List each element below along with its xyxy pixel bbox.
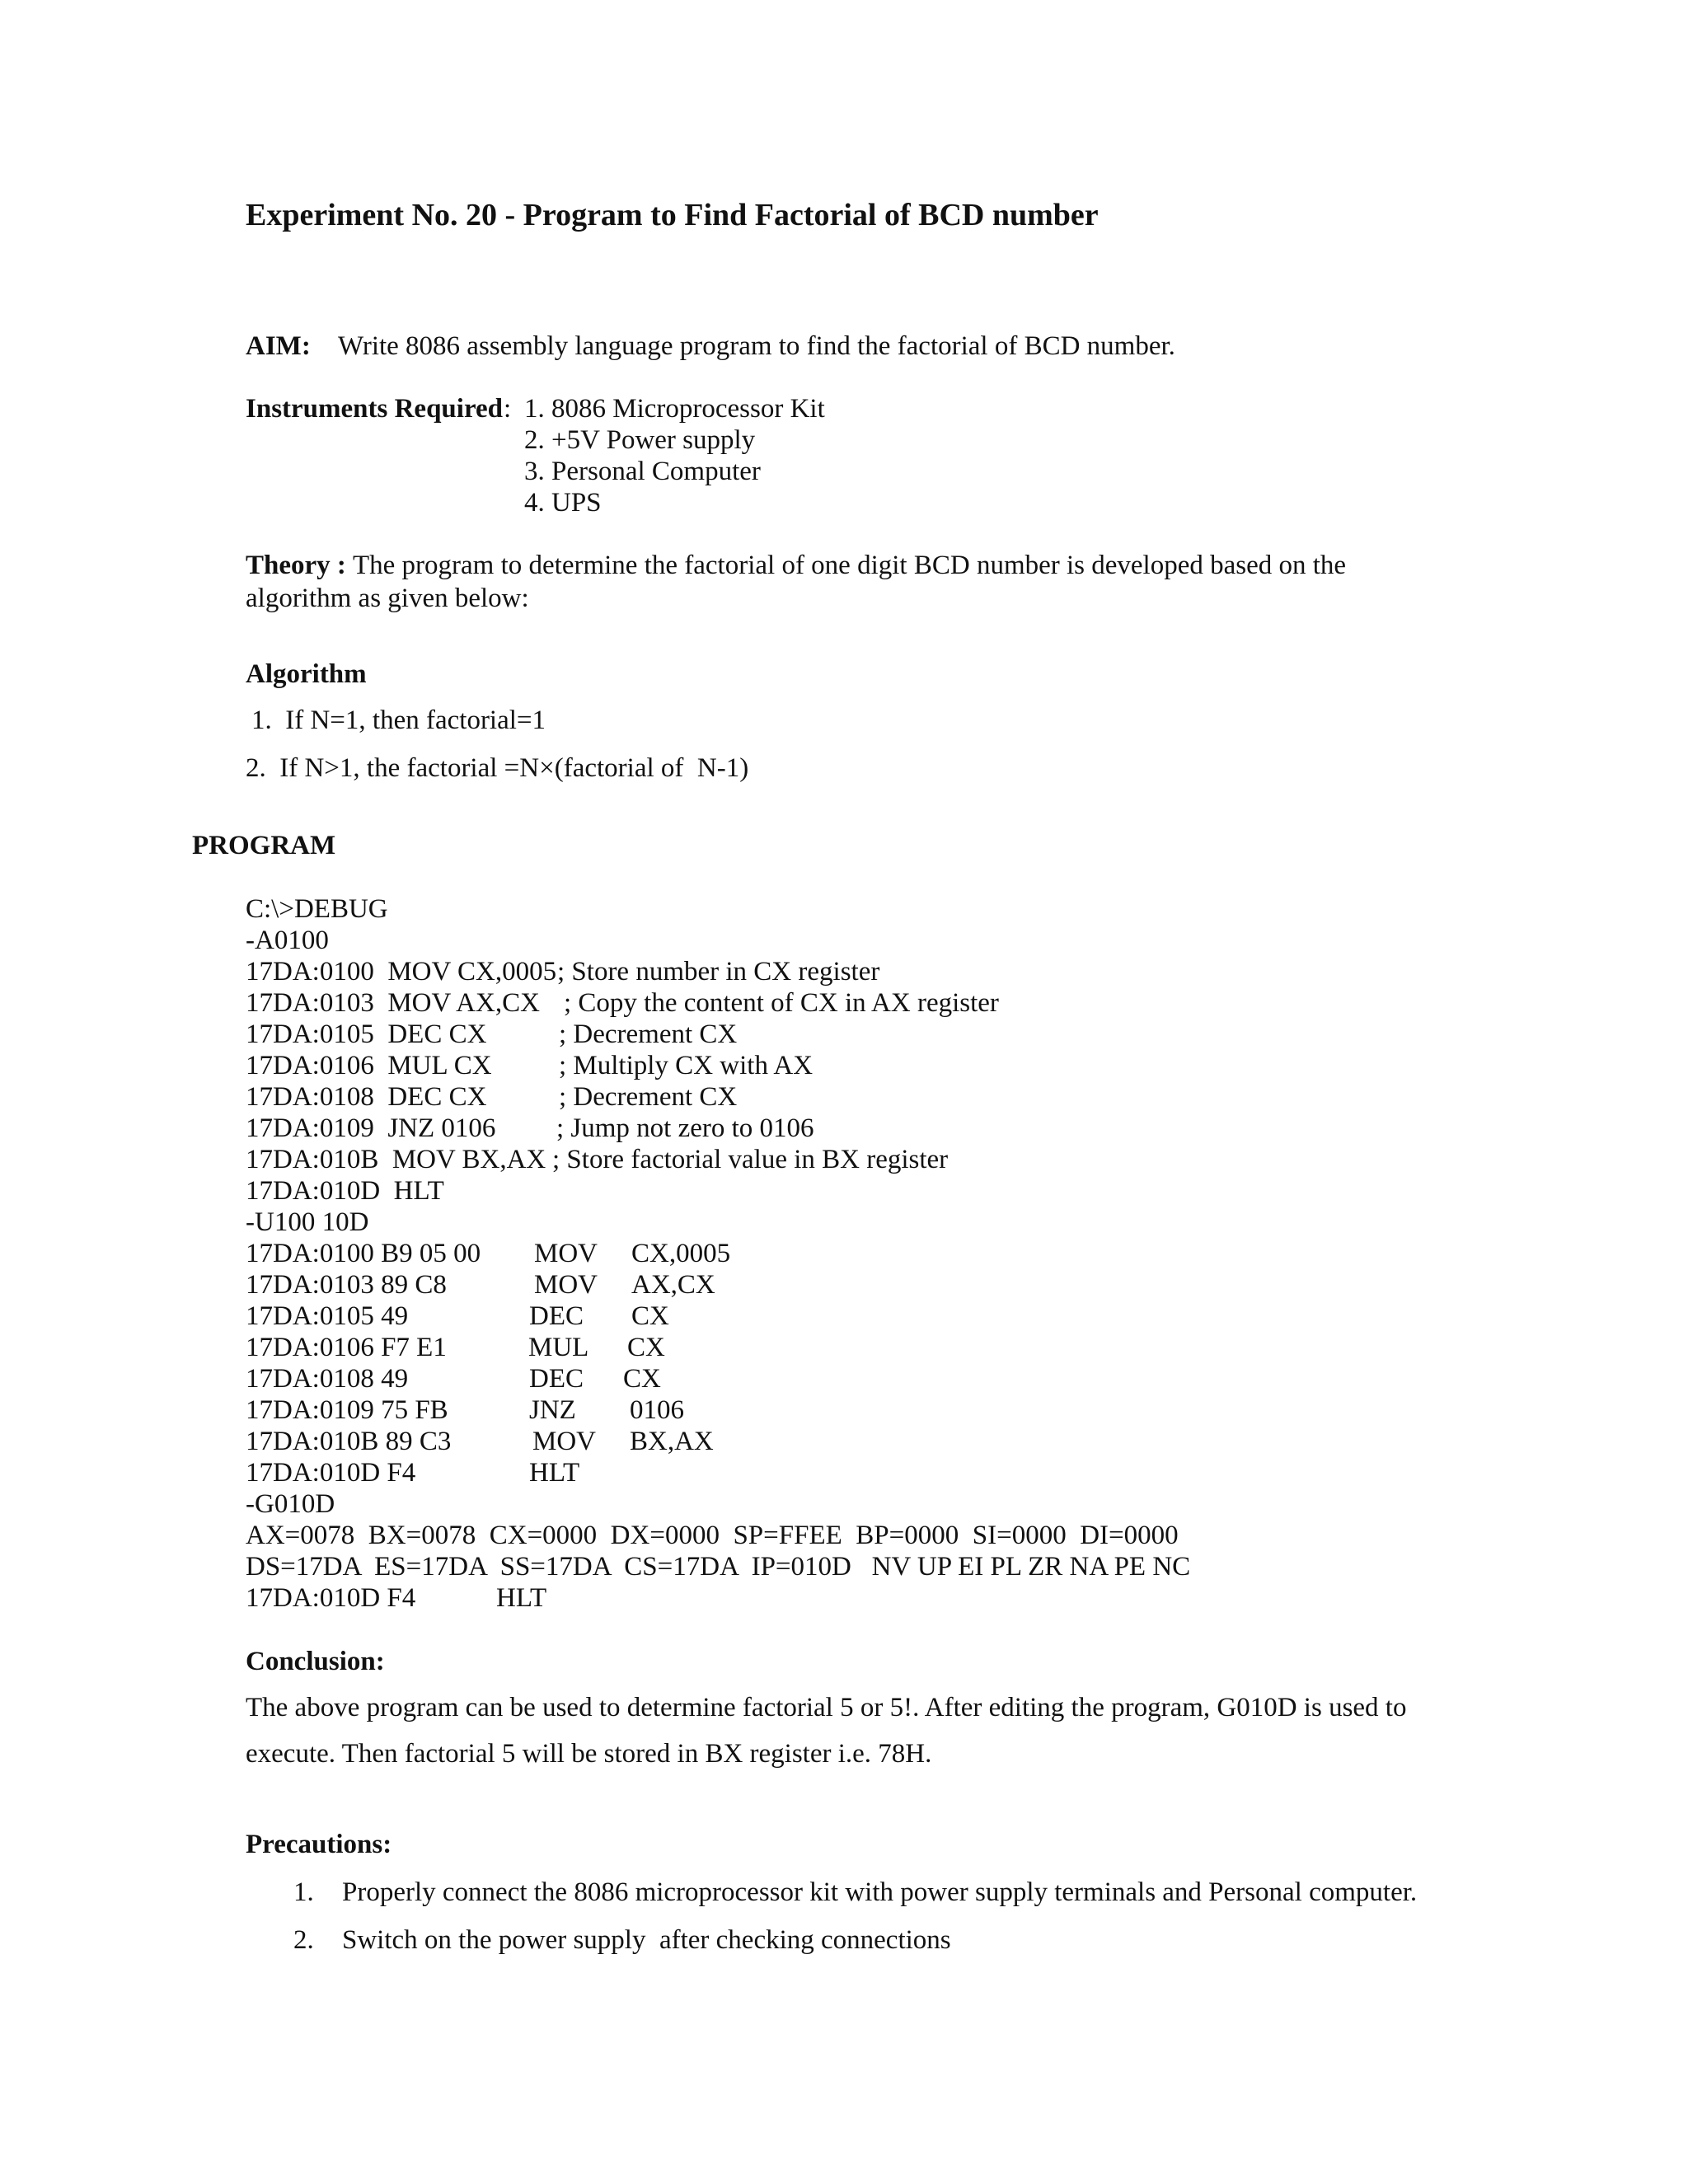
listing-mnemonic: HLT: [496, 1583, 547, 1613]
instrument-item: 2. +5V Power supply: [524, 425, 756, 455]
listing-code: 17DA:010D F4: [246, 1583, 416, 1613]
conclusion-heading: Conclusion:: [246, 1647, 385, 1676]
algorithm-step: 1. If N=1, then factorial=1: [251, 705, 546, 735]
source-line: 17DA:0109 JNZ 0106: [246, 1113, 496, 1143]
program-line: -A0100: [246, 926, 329, 955]
listing-operand: AX,CX: [631, 1270, 715, 1300]
listing-code: 17DA:0106 F7 E1: [246, 1333, 447, 1362]
program-line: -U100 10D: [246, 1207, 369, 1237]
source-comment: ; Copy the content of CX in AX register: [564, 988, 999, 1018]
program-line: C:\>DEBUG: [246, 894, 388, 924]
listing-operand: CX: [627, 1333, 665, 1362]
listing-mnemonic: MUL: [528, 1333, 589, 1362]
algorithm-step: 2. If N>1, the factorial =N×(factorial of N-1): [246, 753, 749, 783]
conclusion-text-line: The above program can be used to determine factorial 5 or 5!. After editing the program, G010D is used to: [246, 1693, 1407, 1722]
source-line: 17DA:0103 MOV AX,CX: [246, 988, 540, 1018]
listing-mnemonic: JNZ: [529, 1395, 576, 1425]
theory-text-line: The program to determine the factorial of one digit BCD number is developed based on the: [353, 551, 1347, 580]
page-title: Experiment No. 20 - Program to Find Factorial of BCD number: [246, 198, 1099, 232]
listing-code: 17DA:0105 49: [246, 1301, 409, 1331]
source-comment: ; Decrement CX: [559, 1019, 738, 1049]
program-heading: PROGRAM: [192, 831, 336, 860]
precaution-text: Switch on the power supply after checking connections: [342, 1925, 951, 1955]
source-line: 17DA:0105 DEC CX: [246, 1019, 487, 1049]
source-comment: ; Store number in CX register: [557, 957, 880, 987]
aim-text: Write 8086 assembly language program to find the factorial of BCD number.: [338, 331, 1175, 361]
precautions-heading: Precautions:: [246, 1830, 392, 1859]
source-comment: ; Jump not zero to 0106: [556, 1113, 814, 1143]
listing-code: 17DA:010D F4: [246, 1458, 416, 1488]
listing-code: 17DA:0108 49: [246, 1364, 409, 1394]
listing-operand: BX,AX: [630, 1427, 714, 1456]
listing-mnemonic: MOV: [532, 1427, 597, 1456]
precaution-number: 1.: [293, 1877, 314, 1907]
source-line: 17DA:010B MOV BX,AX: [246, 1145, 546, 1174]
instruments-colon: :: [504, 394, 512, 424]
listing-operand: CX: [631, 1301, 669, 1331]
listing-operand: CX,0005: [631, 1239, 731, 1268]
program-line: -G010D: [246, 1489, 335, 1519]
register-dump-line: AX=0078 BX=0078 CX=0000 DX=0000 SP=FFEE BP=0000 SI=0000 DI=0000: [246, 1521, 1179, 1550]
instrument-item: 1. 8086 Microprocessor Kit: [524, 394, 825, 424]
instruments-label: Instruments Required: [246, 394, 504, 424]
precaution-number: 2.: [293, 1925, 314, 1955]
listing-operand: 0106: [630, 1395, 684, 1425]
source-line: 17DA:010D HLT: [246, 1176, 444, 1206]
listing-mnemonic: DEC: [529, 1301, 584, 1331]
algorithm-heading: Algorithm: [246, 659, 367, 689]
register-dump-line: DS=17DA ES=17DA SS=17DA CS=17DA IP=010D NV UP EI PL ZR NA PE NC: [246, 1552, 1191, 1582]
source-line: 17DA:0106 MUL CX: [246, 1051, 492, 1080]
listing-code: 17DA:0100 B9 05 00: [246, 1239, 481, 1268]
theory-text-line: algorithm as given below:: [246, 583, 529, 613]
source-comment: ; Multiply CX with AX: [559, 1051, 814, 1080]
listing-code: 17DA:0103 89 C8: [246, 1270, 447, 1300]
source-comment: ; Decrement CX: [559, 1082, 738, 1112]
source-comment: ; Store factorial value in BX register: [552, 1145, 949, 1174]
conclusion-text-line: execute. Then factorial 5 will be stored in BX register i.e. 78H.: [246, 1739, 932, 1769]
listing-code: 17DA:0109 75 FB: [246, 1395, 448, 1425]
instrument-item: 4. UPS: [524, 488, 602, 518]
listing-mnemonic: DEC: [529, 1364, 584, 1394]
listing-mnemonic: HLT: [529, 1458, 580, 1488]
source-line: 17DA:0108 DEC CX: [246, 1082, 487, 1112]
instrument-item: 3. Personal Computer: [524, 457, 761, 486]
precaution-text: Properly connect the 8086 microprocessor kit with power supply terminals and Personal computer.: [342, 1877, 1418, 1907]
listing-mnemonic: MOV: [534, 1270, 598, 1300]
listing-operand: CX: [623, 1364, 661, 1394]
aim-label: AIM:: [246, 331, 311, 361]
source-line: 17DA:0100 MOV CX,0005: [246, 957, 557, 987]
listing-mnemonic: MOV: [534, 1239, 598, 1268]
theory-label: Theory :: [246, 551, 346, 580]
listing-code: 17DA:010B 89 C3: [246, 1427, 452, 1456]
